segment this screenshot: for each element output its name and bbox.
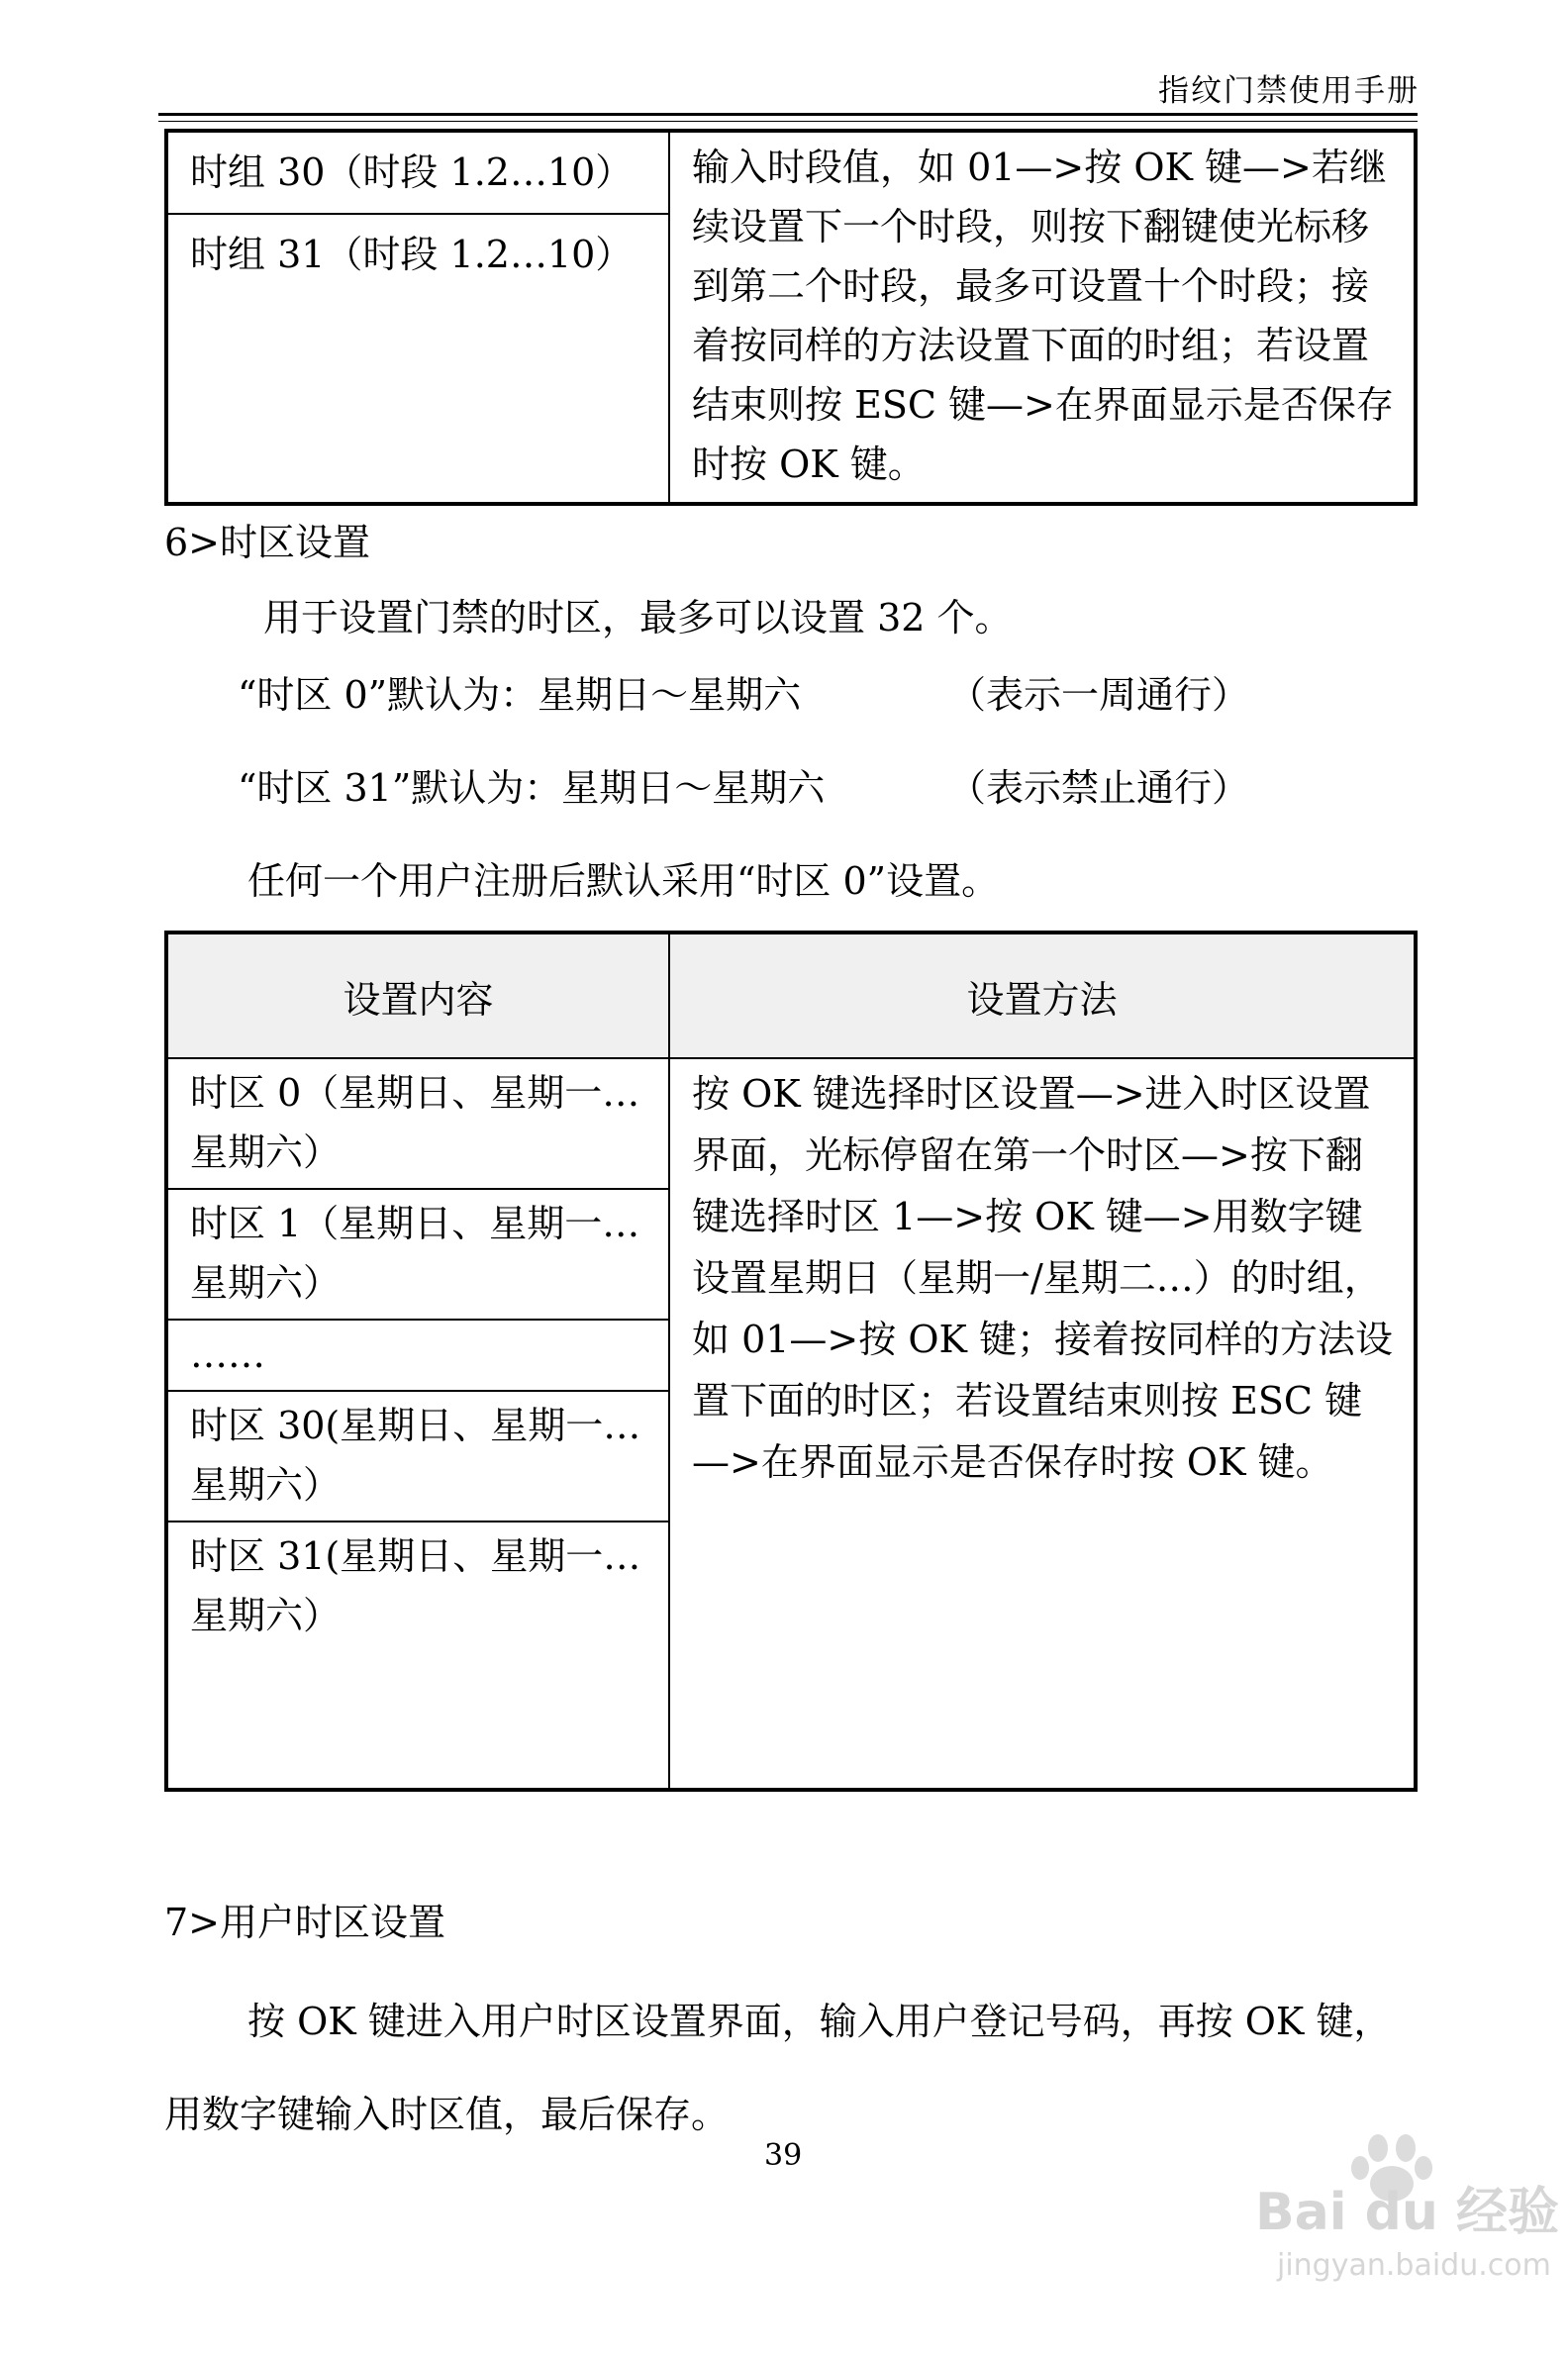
header-setting-content: 设置内容 <box>166 933 669 1058</box>
default-zone-0-note: （表示一周通行） <box>948 673 1250 717</box>
zone-1-cell: 时区 1（星期日、星期一…星期六） <box>166 1189 669 1320</box>
default-zone-31-note: （表示禁止通行） <box>948 766 1250 810</box>
section-7-body-line2: 用数字键输入时区值，最后保存。 <box>164 2093 730 2136</box>
table-header-row <box>166 933 1416 1058</box>
time-group-table <box>164 129 1418 506</box>
time-group-method-cell: 输入时段值，如 01—>按 OK 键—>若继续设置下一个时段，则按下翻键使光标移到第二个时段，最多可设置十个时段；接着按同样的方法设置下面的时组；若设置结束则按 ESC 键—>在界面显示是否保存时按 OK 键。 <box>669 131 1416 504</box>
header-setting-method: 设置方法 <box>669 933 1416 1058</box>
baidu-jingyan-watermark <box>1249 2118 1559 2287</box>
watermark-url: jingyan.baidu.com <box>1277 2248 1551 2283</box>
table-row <box>166 1058 1416 1189</box>
section-7-body-line1: 按 OK 键进入用户时区设置界面，输入用户登记号码，再按 OK 键， <box>247 2000 1392 2043</box>
page-header-title: 指纹门禁使用手册 <box>1158 73 1420 109</box>
section-6-note: 任何一个用户注册后默认采用“时区 0”设置。 <box>247 859 1000 903</box>
zone-ellipsis-cell: …… <box>166 1320 669 1391</box>
default-zone-0: “时区 0”默认为：星期日～星期六 <box>238 673 802 717</box>
default-zone-31: “时区 31”默认为：星期日～星期六 <box>238 766 826 810</box>
zone-0-cell: 时区 0（星期日、星期一…星期六） <box>166 1058 669 1189</box>
time-zone-table <box>164 931 1418 1792</box>
section-7-heading: 7>用户时区设置 <box>164 1901 446 1944</box>
time-group-30-cell: 时组 30（时段 1.2…10） <box>166 131 669 214</box>
section-6-intro: 用于设置门禁的时区，最多可以设置 32 个。 <box>263 596 1013 639</box>
page-number: 39 <box>764 2138 803 2173</box>
header-rule-thin <box>158 121 1418 122</box>
zone-31-cell: 时区 31(星期日、星期一…星期六） <box>166 1522 669 1790</box>
table-row <box>166 131 1416 214</box>
section-6-heading: 6>时区设置 <box>164 521 371 564</box>
header-rule <box>158 113 1418 116</box>
zone-30-cell: 时区 30(星期日、星期一…星期六） <box>166 1391 669 1522</box>
zone-method-cell: 按 OK 键选择时区设置—>进入时区设置界面，光标停留在第一个时区—>按下翻键选择时区 1—>按 OK 键—>用数字键设置星期日（星期一/星期二…）的时组，如 01—>按 OK 键；接着按同样的方法设置下面的时区；若设置结束则按 ESC 键—>在界面显示是否保存时按 OK 键。 <box>669 1058 1416 1790</box>
time-group-31-cell: 时组 31（时段 1.2…10） <box>166 214 669 504</box>
watermark-brand: Bai du 经验 <box>1255 2183 1559 2242</box>
